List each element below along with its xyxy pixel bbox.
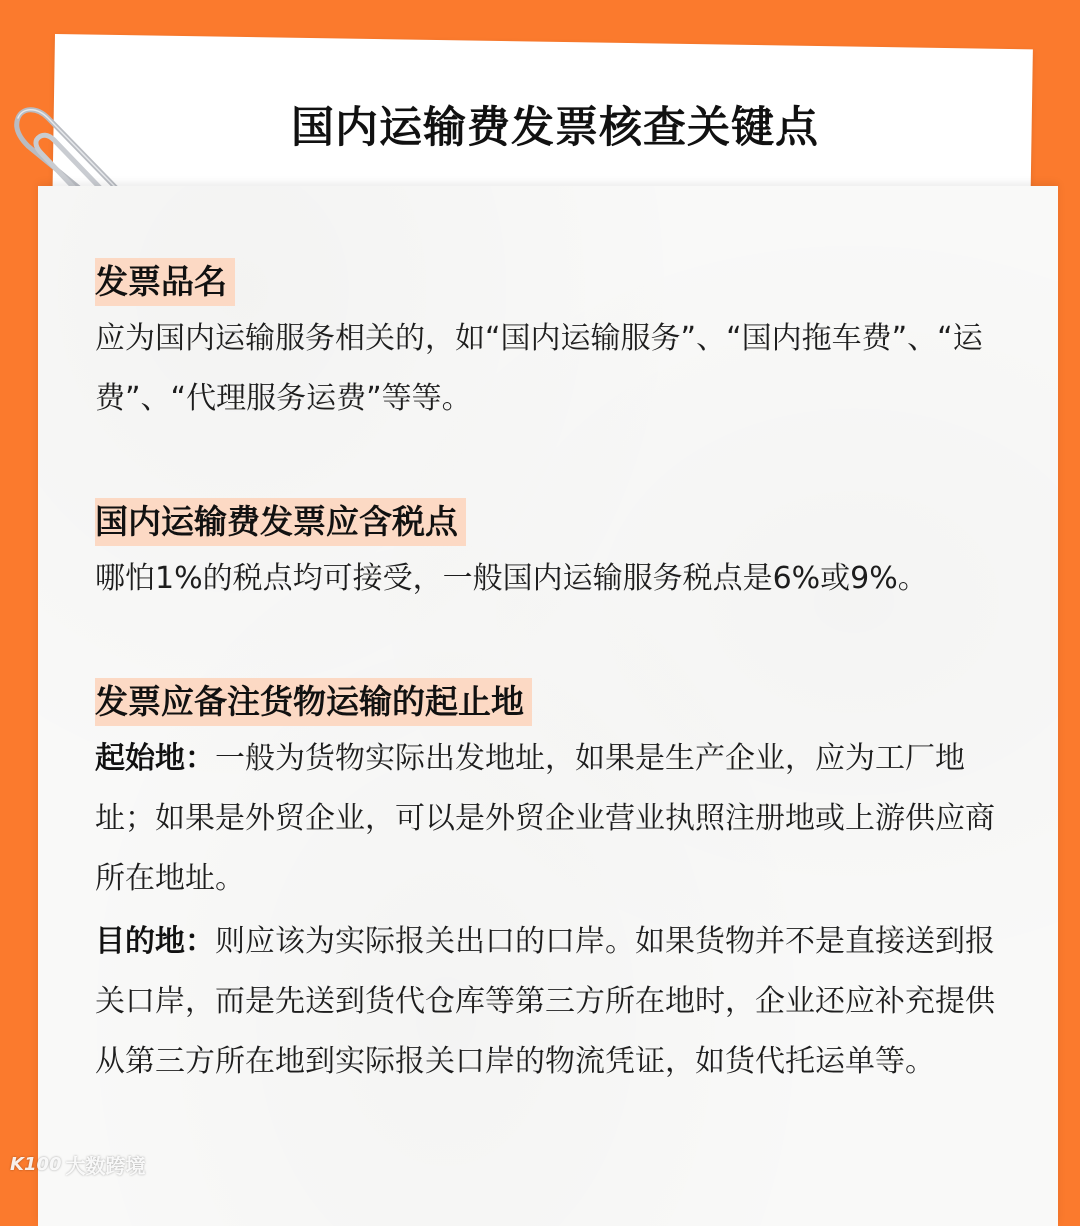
- watermark: [10, 1150, 146, 1179]
- section-text: 应为国内运输服务相关的，如“国内运输服务”、“国内拖车费”、“运费”、“代理服务运费”等等。: [95, 320, 983, 416]
- destination-text: 则应该为实际报关出口的口岸。如果货物并不是直接送到报关口岸，而是先送到货代仓库等第三方所在地时，企业还应补充提供从第三方所在地到实际报关口岸的物流凭证，如货代托运单等。: [95, 923, 995, 1079]
- destination-paragraph: [95, 912, 1000, 1092]
- origin-paragraph: [95, 729, 1000, 909]
- section-invoice-name: [95, 258, 1000, 429]
- watermark-logo: K100: [10, 1154, 62, 1175]
- section-origin-destination: [95, 678, 1000, 1092]
- origin-text: 一般为货物实际出发地址，如果是生产企业，应为工厂地址；如果是外贸企业，可以是外贸企业营业执照注册地或上游供应商所在地址。: [95, 740, 995, 896]
- page-title: 国内运输费发票核查关键点: [291, 103, 819, 153]
- watermark-text: 大数跨境: [65, 1154, 146, 1178]
- section-heading: 发票应备注货物运输的起止地: [95, 678, 532, 726]
- section-heading: 国内运输费发票应含税点: [95, 498, 466, 546]
- destination-label: 目的地：: [95, 923, 215, 959]
- section-text: 哪怕1%的税点均可接受，一般国内运输服务税点是6%或9%。: [95, 560, 928, 596]
- origin-label: 起始地：: [95, 740, 215, 776]
- section-tax-rate: [95, 498, 928, 609]
- section-heading: 发票品名: [95, 258, 235, 306]
